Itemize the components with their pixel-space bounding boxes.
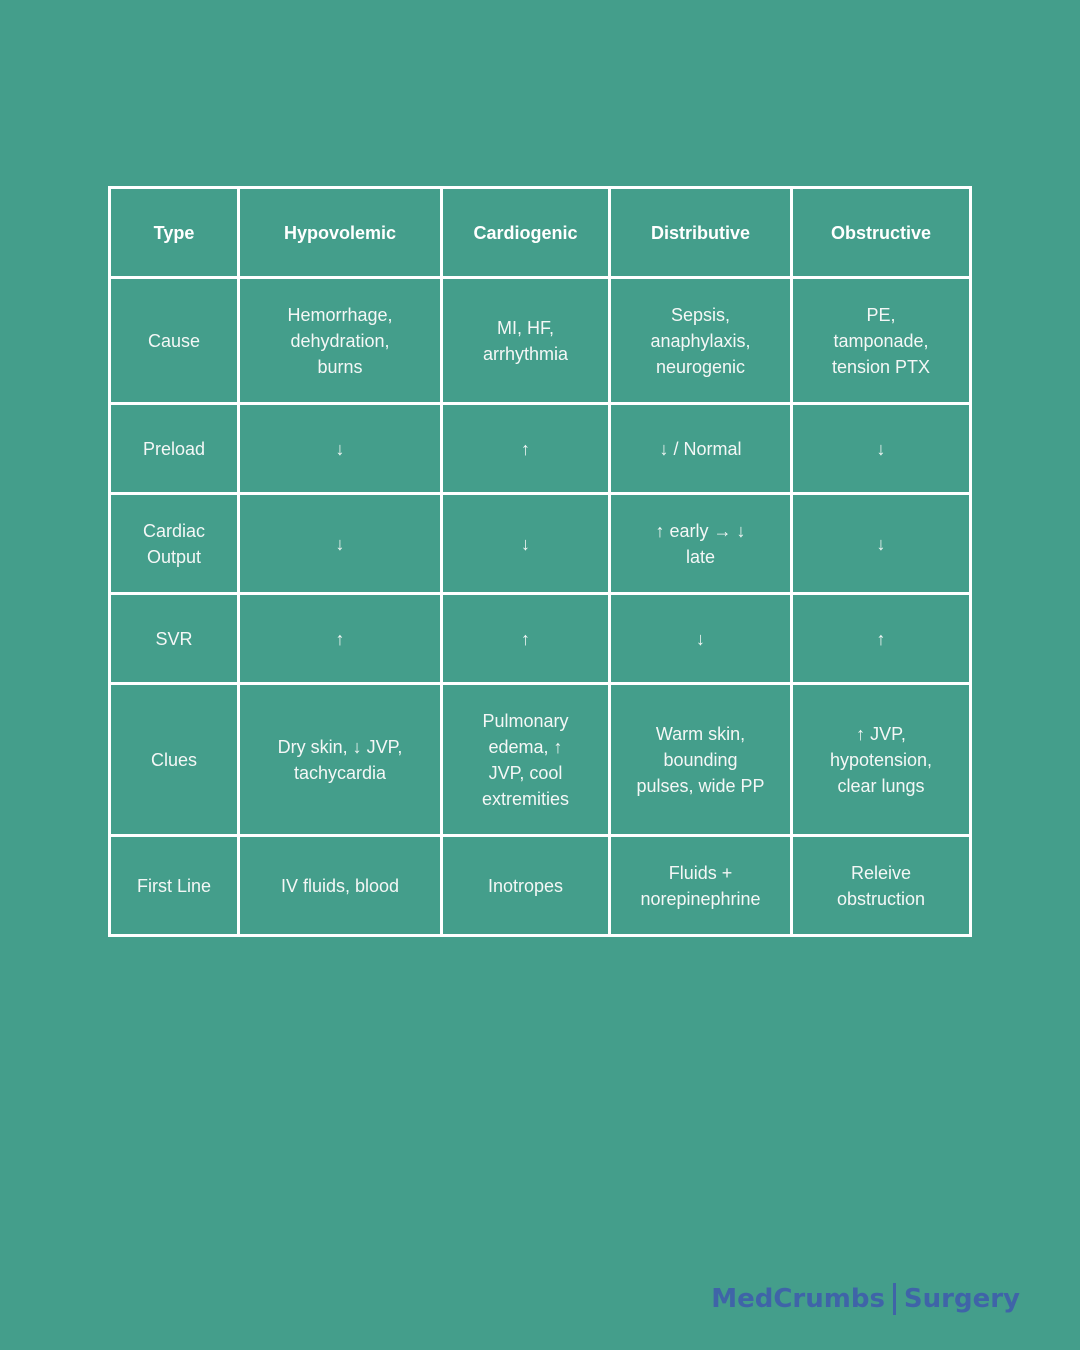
- shock-types-table: [108, 186, 972, 937]
- header-distributive: Distributive: [610, 188, 792, 278]
- cell-obstructive: PE, tamponade, tension PTX: [792, 278, 971, 404]
- row-cause: [110, 278, 971, 404]
- cell-obstructive: ↓: [792, 494, 971, 594]
- cell-obstructive: ↑: [792, 594, 971, 684]
- cell-hypovolemic: Hemorrhage, dehydration, burns: [239, 278, 442, 404]
- brand-divider: [893, 1283, 896, 1315]
- cell-distributive: ↓: [610, 594, 792, 684]
- row-first-line: [110, 836, 971, 936]
- row-label: Cardiac Output: [110, 494, 239, 594]
- cell-obstructive: ↓: [792, 404, 971, 494]
- cell-cardiogenic: ↓: [442, 494, 610, 594]
- header-type: Type: [110, 188, 239, 278]
- row-cardiac-output: [110, 494, 971, 594]
- row-svr: [110, 594, 971, 684]
- cell-obstructive: Releive obstruction: [792, 836, 971, 936]
- header-cardiogenic: Cardiogenic: [442, 188, 610, 278]
- cell-cardiogenic: ↑: [442, 594, 610, 684]
- cell-cardiogenic: MI, HF, arrhythmia: [442, 278, 610, 404]
- cell-hypovolemic: ↓: [239, 494, 442, 594]
- row-clues: [110, 684, 971, 836]
- cell-hypovolemic: ↓: [239, 404, 442, 494]
- cell-cardiogenic: Inotropes: [442, 836, 610, 936]
- row-preload: [110, 404, 971, 494]
- cell-hypovolemic: ↑: [239, 594, 442, 684]
- header-row: [110, 188, 971, 278]
- cell-hypovolemic: Dry skin, ↓ JVP, tachycardia: [239, 684, 442, 836]
- row-label: Clues: [110, 684, 239, 836]
- header-obstructive: Obstructive: [792, 188, 971, 278]
- cell-distributive: Fluids + norepinephrine: [610, 836, 792, 936]
- brand-footer: [711, 1280, 1020, 1318]
- brand-name: MedCrumbs: [711, 1284, 885, 1314]
- cell-cardiogenic: Pulmonary edema, ↑ JVP, cool extremities: [442, 684, 610, 836]
- row-label: SVR: [110, 594, 239, 684]
- cell-distributive: ↑ early → ↓ late: [610, 494, 792, 594]
- row-label: First Line: [110, 836, 239, 936]
- brand-section: Surgery: [903, 1284, 1020, 1314]
- cell-obstructive: ↑ JVP, hypotension, clear lungs: [792, 684, 971, 836]
- cell-distributive: Warm skin, bounding pulses, wide PP: [610, 684, 792, 836]
- cell-hypovolemic: IV fluids, blood: [239, 836, 442, 936]
- cell-cardiogenic: ↑: [442, 404, 610, 494]
- cell-distributive: ↓ / Normal: [610, 404, 792, 494]
- cell-distributive: Sepsis, anaphylaxis, neurogenic: [610, 278, 792, 404]
- row-label: Preload: [110, 404, 239, 494]
- row-label: Cause: [110, 278, 239, 404]
- header-hypovolemic: Hypovolemic: [239, 188, 442, 278]
